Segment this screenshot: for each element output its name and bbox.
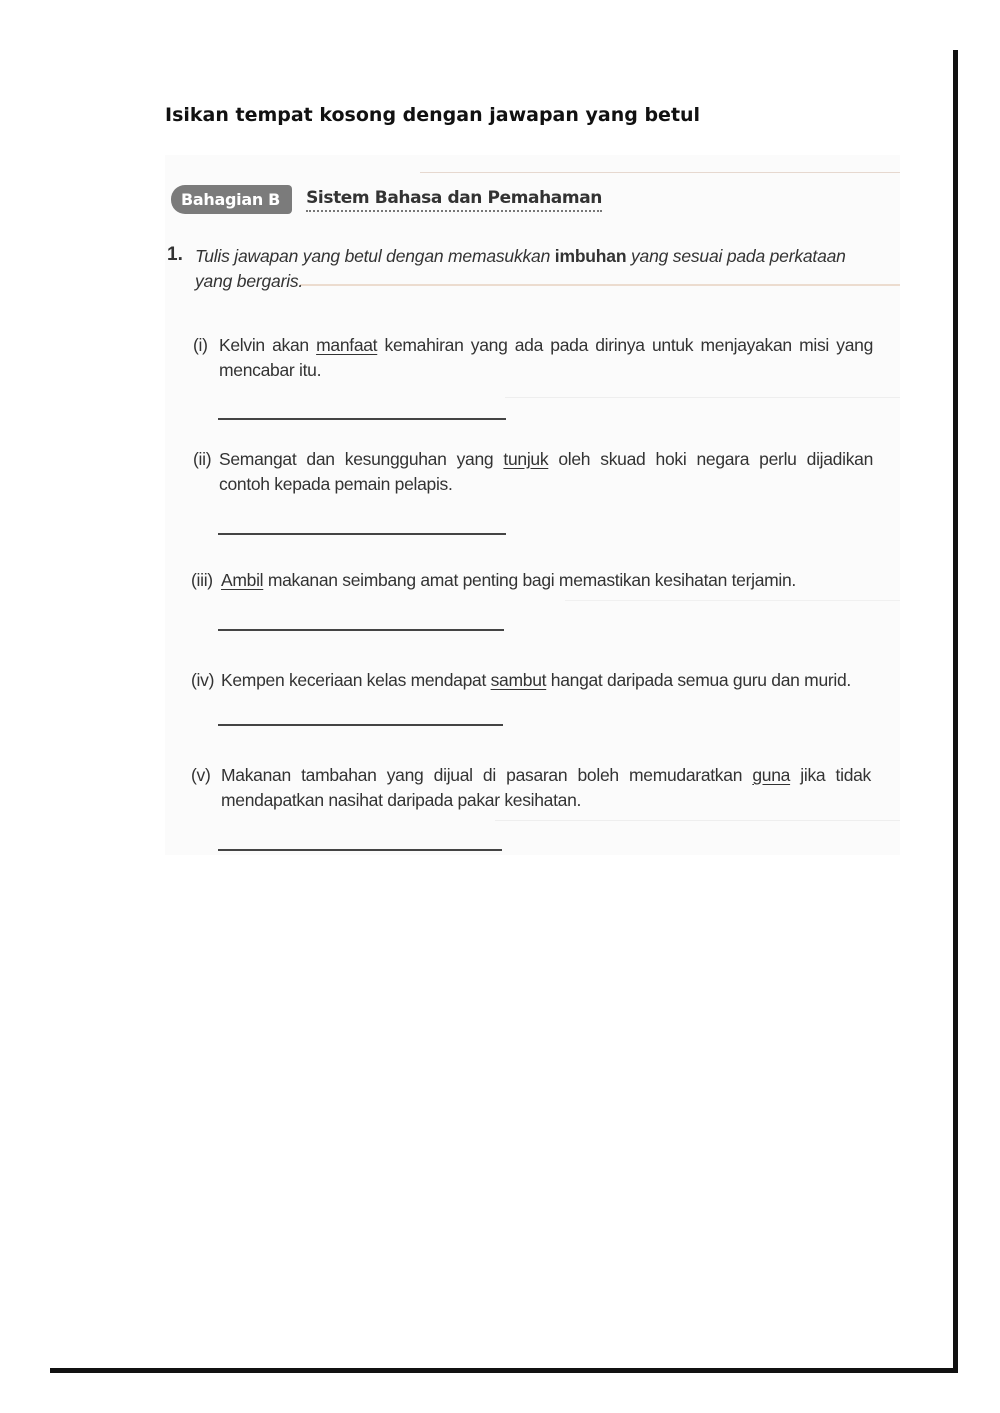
item-number: (ii) bbox=[193, 449, 212, 469]
item-target-word: Ambil bbox=[221, 570, 264, 590]
item-text bbox=[221, 568, 871, 593]
section-title: Sistem Bahasa dan Pemahaman bbox=[306, 188, 602, 212]
item-text-before: Kelvin akan bbox=[219, 335, 309, 355]
question-prompt-part2: yang sesuai pada perkataan yang bergaris. bbox=[195, 246, 846, 291]
question-prompt-part1: Tulis jawapan yang betul dengan memasukkan bbox=[195, 246, 551, 266]
item-text bbox=[221, 668, 871, 693]
item-text bbox=[221, 763, 871, 813]
exercise-item bbox=[191, 668, 871, 693]
item-text-after: kemahiran yang ada pada dirinya untuk menjayakan misi yang mencabar itu. bbox=[219, 335, 873, 380]
question-number: 1. bbox=[167, 244, 183, 265]
item-target-word: tunjuk bbox=[503, 449, 549, 469]
item-number: (iii) bbox=[191, 570, 213, 590]
item-text bbox=[219, 333, 873, 383]
item-number: (iv) bbox=[191, 670, 215, 690]
question-prompt-keyword: imbuhan bbox=[554, 246, 627, 266]
item-text bbox=[219, 447, 873, 497]
answer-line[interactable] bbox=[218, 533, 506, 535]
question-prompt bbox=[195, 244, 875, 294]
item-target-word: manfaat bbox=[316, 335, 378, 355]
item-text-before: Makanan tambahan yang dijual di pasaran boleh memudaratkan bbox=[221, 765, 743, 785]
answer-line[interactable] bbox=[218, 724, 503, 726]
scan-artifact-line bbox=[495, 820, 900, 821]
item-text-after: makanan seimbang amat penting bagi memastikan kesihatan terjamin. bbox=[267, 570, 796, 590]
item-target-word: guna bbox=[752, 765, 791, 785]
item-text-after: jika tidak mendapatkan nasihat daripada pakar kesihatan. bbox=[221, 765, 872, 810]
page-border-bottom bbox=[50, 1368, 958, 1373]
scan-artifact-line bbox=[505, 397, 900, 398]
answer-line[interactable] bbox=[218, 629, 504, 631]
item-target-word: sambut bbox=[490, 670, 547, 690]
worksheet-instruction: Isikan tempat kosong dengan jawapan yang betul bbox=[165, 104, 701, 126]
item-number: (v) bbox=[191, 765, 211, 785]
exercise-item bbox=[193, 333, 873, 383]
answer-line[interactable] bbox=[218, 849, 502, 851]
item-number: (i) bbox=[193, 335, 208, 355]
item-text-after: oleh skuad hoki negara perlu dijadikan contoh kepada pemain pelapis. bbox=[219, 449, 874, 494]
scanned-exercise bbox=[165, 155, 900, 855]
exercise-item bbox=[193, 447, 873, 497]
section-badge: Bahagian B bbox=[171, 185, 292, 214]
scan-artifact-line bbox=[420, 172, 900, 173]
item-text-before: Semangat dan kesungguhan yang bbox=[219, 449, 494, 469]
item-text-after: hangat daripada semua guru dan murid. bbox=[550, 670, 851, 690]
scan-artifact-line bbox=[565, 600, 900, 601]
exercise-item bbox=[191, 763, 871, 813]
answer-line[interactable] bbox=[218, 418, 506, 420]
page-border-right bbox=[953, 50, 958, 1373]
exercise-item bbox=[191, 568, 871, 593]
item-text-before: Kempen keceriaan kelas mendapat bbox=[221, 670, 487, 690]
section-header bbox=[171, 185, 602, 214]
